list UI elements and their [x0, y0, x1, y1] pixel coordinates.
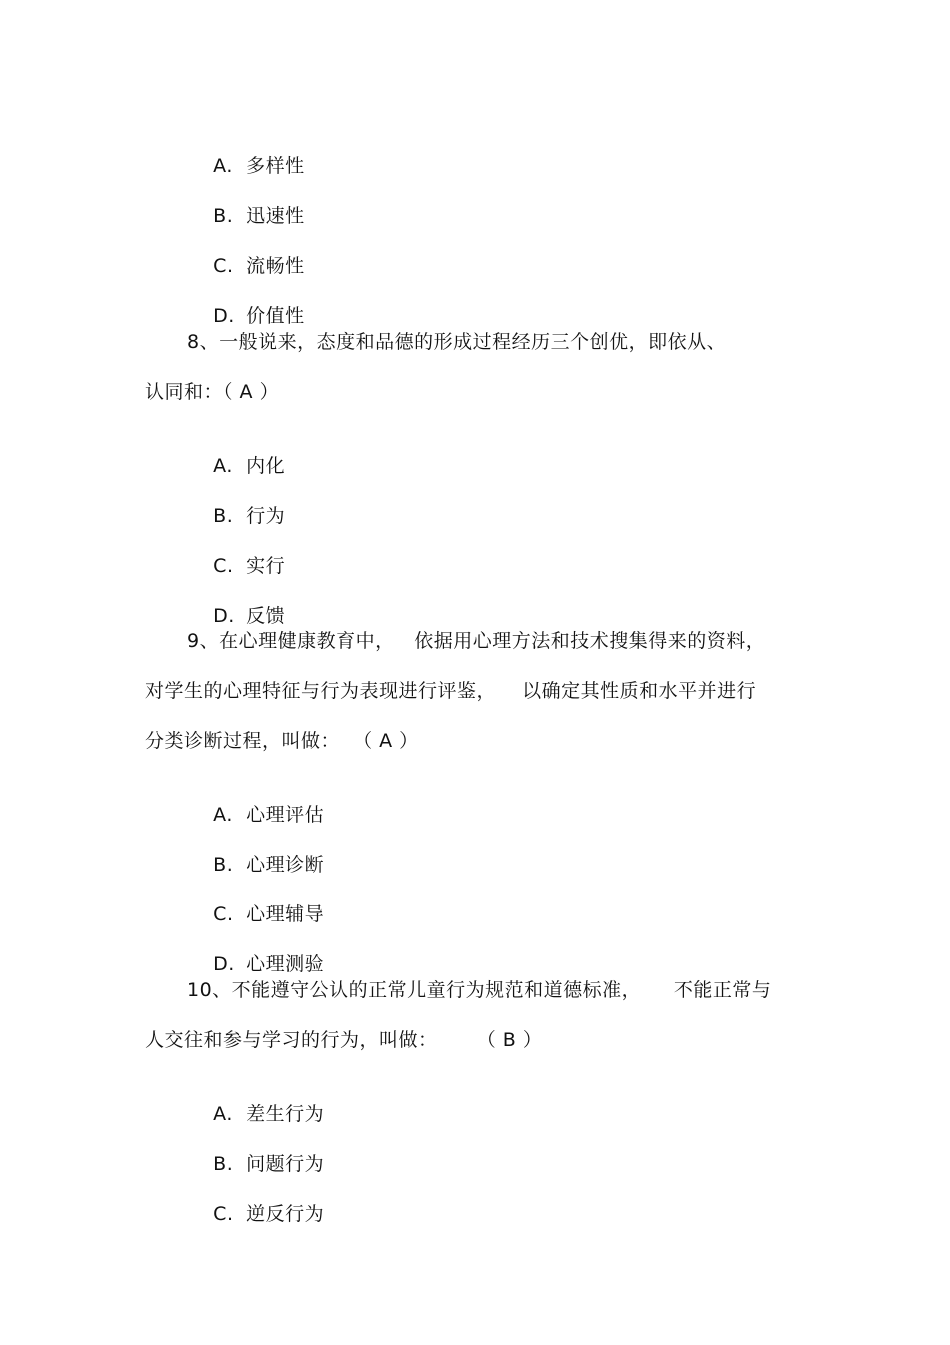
option-letter: C.: [213, 903, 234, 925]
option-letter: C.: [213, 255, 234, 277]
option-letter: A.: [213, 804, 233, 826]
option-text: 问题行为: [246, 1153, 325, 1175]
question-8-line-2: 认同和：（ A ）: [145, 381, 280, 403]
option-text: 行为: [246, 505, 286, 527]
option-text: 多样性: [246, 155, 305, 177]
question-9-line-1: 9、在心理健康教育中， 依据用心理方法和技术搜集得来的资料，: [187, 630, 766, 652]
option-letter: A.: [213, 1103, 233, 1125]
option-letter: D.: [213, 305, 235, 327]
option-text: 心理评估: [246, 804, 325, 826]
option-letter: A.: [213, 455, 233, 477]
option-c: [187, 1178, 324, 1250]
option-letter: D.: [213, 953, 235, 975]
option-text: 实行: [246, 555, 286, 577]
option-letter: B.: [213, 505, 234, 527]
option-text: 心理测验: [246, 953, 325, 975]
question-10-line-2: 人交往和参与学习的行为，叫做： （ B ）: [145, 1029, 543, 1051]
option-text: 迅速性: [246, 205, 305, 227]
option-text: 心理诊断: [246, 854, 325, 876]
option-letter: A.: [213, 155, 233, 177]
option-letter: B.: [213, 854, 234, 876]
option-text: 价值性: [246, 305, 305, 327]
question-9-line-3: 分类诊断过程，叫做： （ A ）: [145, 730, 419, 752]
option-letter: C.: [213, 1203, 234, 1225]
option-letter: C.: [213, 555, 234, 577]
question-9-line-2: 对学生的心理特征与行为表现进行评鉴， 以确定其性质和水平并进行: [145, 680, 757, 702]
question-10-line-1: 10、不能遵守公认的正常儿童行为规范和道德标准， 不能正常与: [187, 979, 772, 1001]
option-text: 差生行为: [246, 1103, 325, 1125]
option-letter: D.: [213, 605, 235, 627]
option-text: 内化: [246, 455, 286, 477]
option-text: 逆反行为: [246, 1203, 325, 1225]
option-text: 心理辅导: [246, 903, 325, 925]
option-text: 反馈: [246, 605, 286, 627]
option-letter: B.: [213, 205, 234, 227]
option-text: 流畅性: [246, 255, 305, 277]
option-letter: B.: [213, 1153, 234, 1175]
question-8-line-1: 8、一般说来，态度和品德的形成过程经历三个创优，即依从、: [187, 331, 727, 353]
